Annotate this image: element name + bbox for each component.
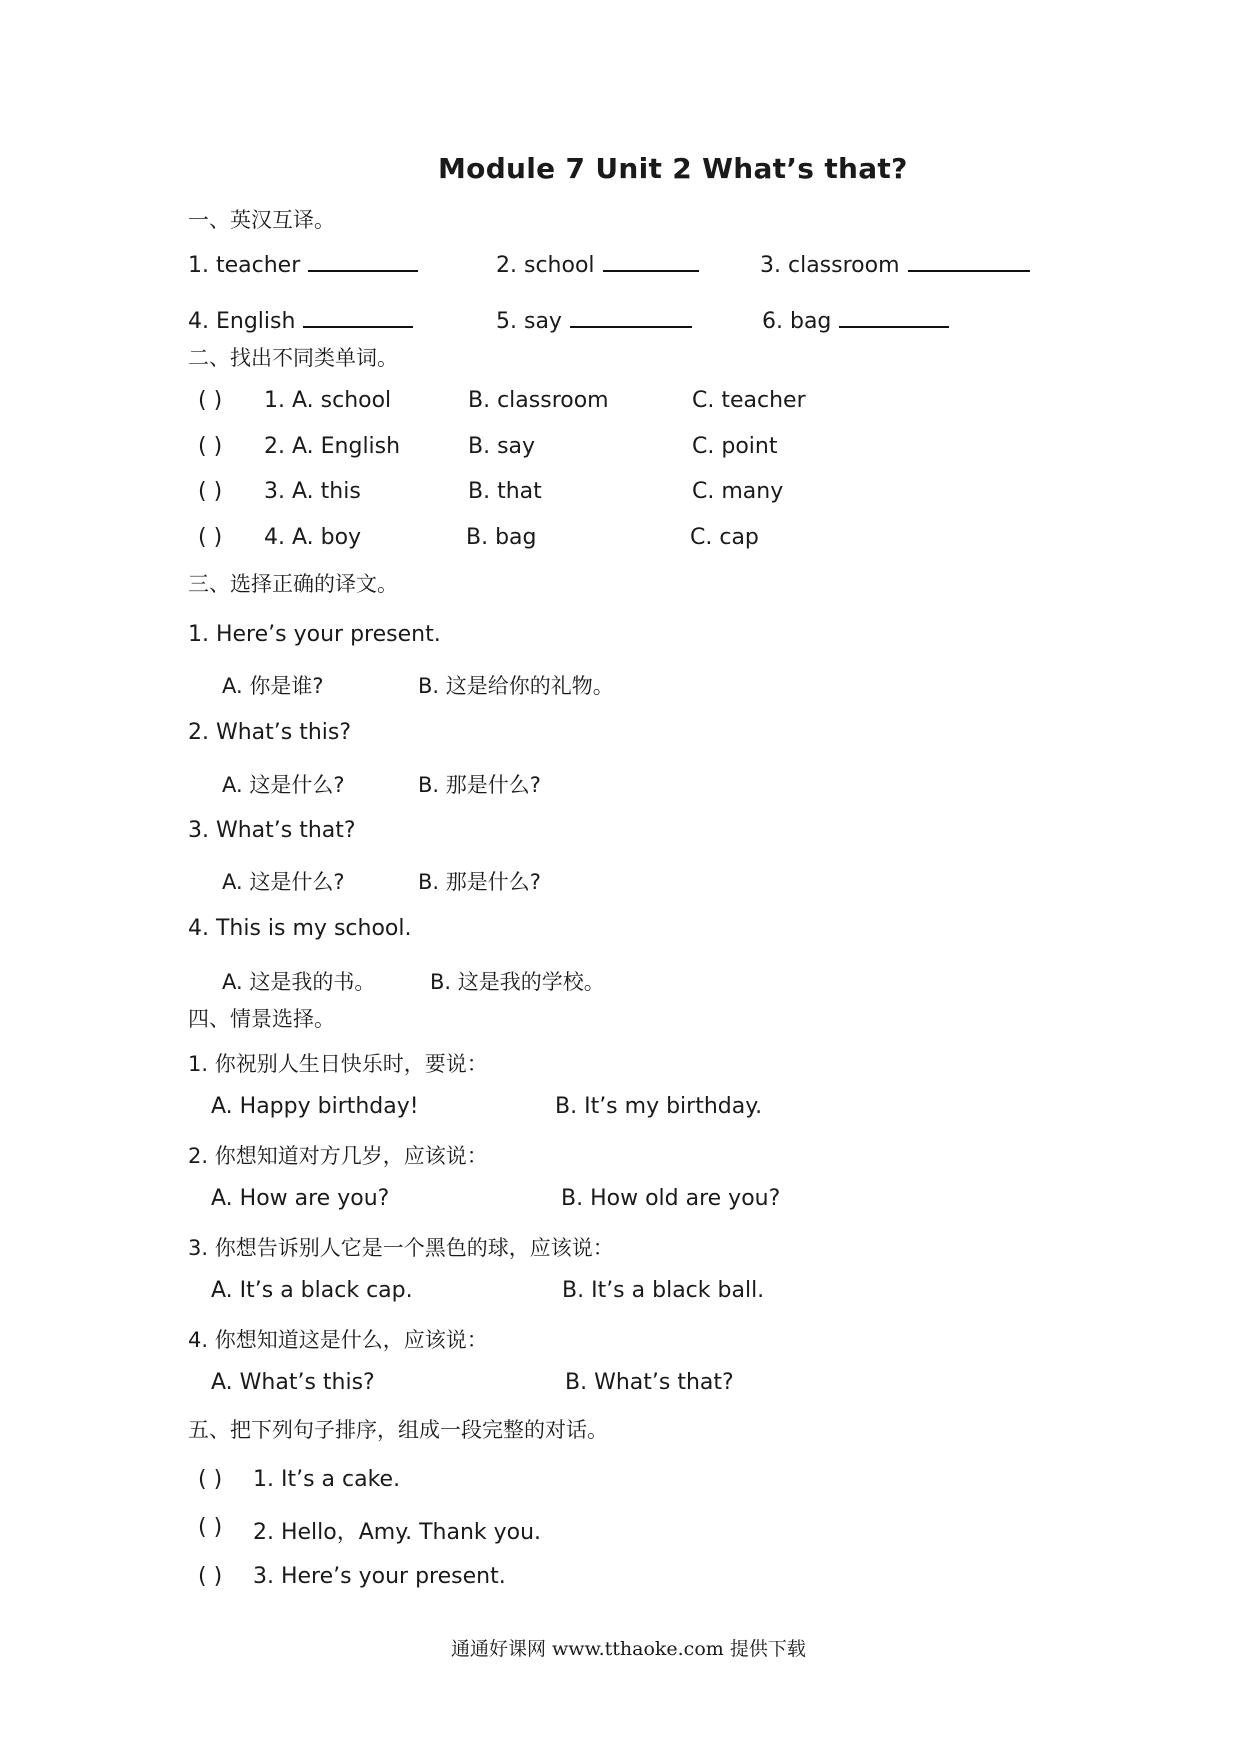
s2-row-2-option-a: 2. A. English — [264, 434, 401, 459]
s2-row-4-option-b: B. bag — [466, 525, 537, 550]
s1-item-label: 2. school — [496, 253, 595, 278]
s5-item-2-text: 2. Hello，Amy. Thank you. — [253, 1520, 542, 1545]
answer-blank[interactable] — [908, 248, 1030, 272]
s2-row-3-paren[interactable]: ( ) — [198, 479, 223, 504]
s3-q4-option-a: A. 这是我的书。 — [222, 970, 376, 994]
section5-heading: 五、把下列句子排序，组成一段完整的对话。 — [188, 1418, 608, 1442]
s2-row-4-option-c: C. cap — [690, 525, 759, 550]
s4-question-4: 4. 你想知道这是什么，应该说： — [188, 1328, 488, 1352]
s4-q1-option-a: A. Happy birthday! — [211, 1094, 419, 1119]
s1-item-label: 3. classroom — [760, 253, 900, 278]
s4-q1-option-b: B. It’s my birthday. — [555, 1094, 763, 1119]
s3-q3-option-a: A. 这是什么? — [222, 870, 345, 894]
s4-question-1: 1. 你祝别人生日快乐时，要说： — [188, 1052, 488, 1076]
s2-row-4-paren[interactable]: ( ) — [198, 525, 223, 550]
s2-row-1-paren[interactable]: ( ) — [198, 388, 223, 413]
s5-item-2-paren[interactable]: ( ) — [198, 1515, 223, 1540]
s3-q3-option-b: B. 那是什么? — [418, 870, 541, 894]
s4-q2-option-b: B. How old are you? — [561, 1186, 781, 1211]
s3-q4-option-b: B. 这是我的学校。 — [430, 970, 605, 994]
s2-row-3-option-a: 3. A. this — [264, 479, 361, 504]
page-title: Module 7 Unit 2 What’s that? — [438, 152, 908, 185]
s3-question-4: 4. This is my school. — [188, 916, 412, 941]
s1-item-label: 5. say — [496, 309, 562, 334]
s5-item-3-text: 3. Here’s your present. — [253, 1564, 506, 1589]
s4-question-2: 2. 你想知道对方几岁，应该说： — [188, 1144, 488, 1168]
s2-row-3-option-b: B. that — [468, 479, 542, 504]
s2-row-1-option-a: 1. A. school — [264, 388, 392, 413]
s3-q1-option-a: A. 你是谁? — [222, 674, 324, 698]
s1-item-label: 4. English — [188, 309, 296, 334]
answer-blank[interactable] — [308, 248, 418, 272]
s1-item-3 — [760, 248, 1030, 278]
answer-blank[interactable] — [839, 304, 949, 328]
s2-row-4-option-a: 4. A. boy — [264, 525, 362, 550]
s1-item-2 — [496, 248, 699, 278]
s1-item-5 — [496, 304, 692, 334]
s4-q4-option-a: A. What’s this? — [211, 1370, 375, 1395]
s4-q2-option-a: A. How are you? — [211, 1186, 390, 1211]
s2-row-1-option-c: C. teacher — [692, 388, 806, 413]
s1-item-4 — [188, 304, 413, 334]
section2-heading: 二、找出不同类单词。 — [188, 346, 398, 370]
s4-q3-option-b: B. It’s a black ball. — [562, 1278, 765, 1303]
s2-row-2-paren[interactable]: ( ) — [198, 434, 223, 459]
s1-item-6 — [762, 304, 949, 334]
section4-heading: 四、情景选择。 — [188, 1007, 335, 1031]
section1-heading: 一、英汉互译。 — [188, 208, 335, 232]
s2-row-2-option-c: C. point — [692, 434, 778, 459]
s3-q2-option-b: B. 那是什么? — [418, 773, 541, 797]
s3-q1-option-b: B. 这是给你的礼物。 — [418, 674, 614, 698]
s4-q4-option-b: B. What’s that? — [565, 1370, 734, 1395]
s3-q2-option-a: A. 这是什么? — [222, 773, 345, 797]
s3-question-1: 1. Here’s your present. — [188, 622, 441, 647]
answer-blank[interactable] — [603, 248, 699, 272]
answer-blank[interactable] — [303, 304, 413, 328]
s1-item-label: 1. teacher — [188, 253, 301, 278]
s1-item-label: 6. bag — [762, 309, 832, 334]
s4-q3-option-a: A. It’s a black cap. — [211, 1278, 413, 1303]
s3-question-2: 2. What’s this? — [188, 720, 352, 745]
s3-question-3: 3. What’s that? — [188, 818, 356, 843]
s2-row-1-option-b: B. classroom — [468, 388, 609, 413]
footer-credit: 通通好课网 www.tthaoke.com 提供下载 — [451, 1638, 806, 1660]
answer-blank[interactable] — [570, 304, 692, 328]
s4-question-3: 3. 你想告诉别人它是一个黑色的球，应该说： — [188, 1236, 614, 1260]
s5-item-1-text: 1. It’s a cake. — [253, 1467, 401, 1492]
s5-item-1-paren[interactable]: ( ) — [198, 1467, 223, 1492]
s5-item-3-paren[interactable]: ( ) — [198, 1564, 223, 1589]
section3-heading: 三、选择正确的译文。 — [188, 572, 398, 596]
s2-row-3-option-c: C. many — [692, 479, 784, 504]
s2-row-2-option-b: B. say — [468, 434, 536, 459]
s1-item-1 — [188, 248, 418, 278]
